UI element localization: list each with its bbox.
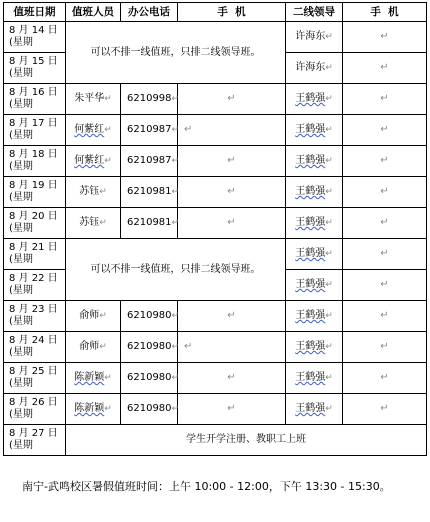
table-row [4, 177, 427, 208]
phone-cell: 6210998↵ [121, 84, 178, 115]
phone-cell: 6210987↵ [121, 115, 178, 146]
phone-cell: 6210980↵ [121, 363, 178, 394]
leader-cell: 王鹤强↵ [286, 332, 343, 363]
leader-cell: 王鹤强↵ [286, 270, 343, 301]
phone-cell: 6210980↵ [121, 394, 178, 425]
leader-cell: 王鹤强↵ [286, 239, 343, 270]
mobile-cell: ↵ [178, 208, 286, 239]
person-cell: 俞师↵ [66, 301, 121, 332]
table-row [4, 22, 427, 53]
merged-note: 学生开学注册、教职工上班 [186, 434, 306, 445]
date-cell: 8 月 25 日 (星期 [4, 363, 66, 394]
person-cell: 苏钰↵ [66, 208, 121, 239]
leader-cell: 王鹤强↵ [286, 84, 343, 115]
person-cell: 陈新颖↵ [66, 363, 121, 394]
mobile-2-cell: ↵ [343, 332, 427, 363]
table-row [4, 208, 427, 239]
date-cell: 8 月 19 日 (星期 [4, 177, 66, 208]
mobile-2-cell: ↵ [343, 53, 427, 84]
person-cell: 俞师↵ [66, 332, 121, 363]
mobile-2-cell: ↵ [343, 239, 427, 270]
date-cell: 8 月 14 日 (星期 [4, 22, 66, 53]
header-person: 值班人员 [66, 3, 121, 22]
mobile-cell: ↵ [178, 332, 286, 363]
leader-cell: 王鹤强↵ [286, 115, 343, 146]
mobile-2-cell: ↵ [343, 301, 427, 332]
person-cell: 朱平华↵ [66, 84, 121, 115]
date-cell: 8 月 23 日 (星期 [4, 301, 66, 332]
leader-cell: 王鹤强↵ [286, 177, 343, 208]
mobile-2-cell: ↵ [343, 115, 427, 146]
phone-cell: 6210981↵ [121, 177, 178, 208]
mobile-2-cell: ↵ [343, 146, 427, 177]
mobile-2-cell: ↵ [343, 84, 427, 115]
leader-cell: 王鹤强↵ [286, 394, 343, 425]
date-cell: 8 月 18 日 (星期 [4, 146, 66, 177]
date-cell: 8 月 20 日 (星期 [4, 208, 66, 239]
person-cell: 何紫红↵ [66, 146, 121, 177]
leader-cell: 王鹤强↵ [286, 208, 343, 239]
mobile-cell: ↵ [178, 146, 286, 177]
person-cell: 何紫红↵ [66, 115, 121, 146]
mobile-cell: ↵ [178, 177, 286, 208]
merged-note-cell [66, 425, 427, 456]
mobile-2-cell: ↵ [343, 208, 427, 239]
mobile-cell: ↵ [178, 84, 286, 115]
table-row [4, 146, 427, 177]
date-cell: 8 月 27 日 (星期 [4, 425, 66, 456]
table-header-row [4, 3, 427, 22]
table-row [4, 115, 427, 146]
merged-note-cell [66, 239, 286, 301]
phone-cell: 6210981↵ [121, 208, 178, 239]
mobile-cell: ↵ [178, 301, 286, 332]
header-mobile-2: 手 机 [343, 3, 427, 22]
footer-note: 南宁-武鸣校区暑假值班时间：上午 10:00 - 12:00，下午 13:30 - 15:30。 [22, 480, 391, 493]
leader-cell: 王鹤强↵ [286, 301, 343, 332]
table-row [4, 239, 427, 270]
phone-cell: 6210980↵ [121, 332, 178, 363]
leader-cell: 王鹤强↵ [286, 363, 343, 394]
leader-cell: 许海东↵ [286, 22, 343, 53]
phone-cell: 6210987↵ [121, 146, 178, 177]
mobile-cell: ↵ [178, 394, 286, 425]
date-cell: 8 月 16 日 (星期 [4, 84, 66, 115]
mobile-2-cell: ↵ [343, 22, 427, 53]
mobile-cell: ↵ [178, 115, 286, 146]
date-cell: 8 月 22 日 (星期 [4, 270, 66, 301]
leader-cell: 王鹤强↵ [286, 146, 343, 177]
date-cell: 8 月 24 日 (星期 [4, 332, 66, 363]
mobile-2-cell: ↵ [343, 394, 427, 425]
table-row [4, 363, 427, 394]
date-cell: 8 月 17 日 (星期 [4, 115, 66, 146]
table-row [4, 301, 427, 332]
header-phone: 办公电话 [121, 3, 178, 22]
mobile-2-cell: ↵ [343, 270, 427, 301]
mobile-2-cell: ↵ [343, 177, 427, 208]
duty-schedule-table [3, 2, 427, 456]
date-cell: 8 月 21 日 (星期 [4, 239, 66, 270]
table-row [4, 394, 427, 425]
header-mobile: 手 机 [178, 3, 286, 22]
date-cell: 8 月 26 日 (星期 [4, 394, 66, 425]
person-cell: 苏钰↵ [66, 177, 121, 208]
date-cell: 8 月 15 日 (星期 [4, 53, 66, 84]
table-row [4, 84, 427, 115]
header-leader: 二线领导 [286, 3, 343, 22]
phone-cell: 6210980↵ [121, 301, 178, 332]
table-row [4, 332, 427, 363]
mobile-cell: ↵ [178, 363, 286, 394]
merged-note: 可以不排一线值班，只排二线领导班。 [90, 263, 261, 275]
merged-note-cell [66, 22, 286, 84]
leader-cell: 许海东↵ [286, 53, 343, 84]
merged-note: 可以不排一线值班，只排二线领导班。 [90, 46, 261, 58]
person-cell: 陈新颖↵ [66, 394, 121, 425]
table-row [4, 425, 427, 456]
header-date: 值班日期 [4, 3, 66, 22]
mobile-2-cell: ↵ [343, 363, 427, 394]
